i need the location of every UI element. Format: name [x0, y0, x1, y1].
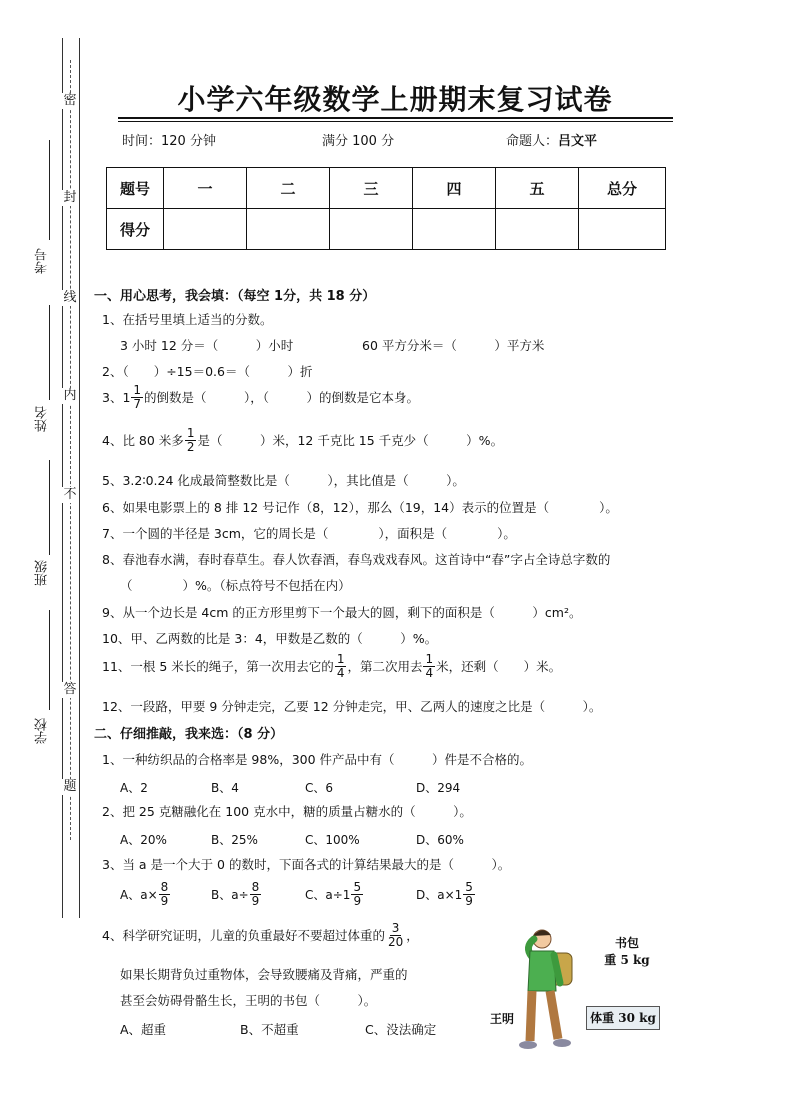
question-text: 是（ ）米，12 千克比 15 千克少（ ）%。 — [197, 432, 504, 448]
question-text: 11、一根 5 米长的绳子，第一次用去它的 — [102, 658, 334, 674]
option[interactable]: A、20% — [120, 833, 167, 847]
fraction-denominator: 20 — [387, 935, 404, 949]
question-text: 4、科学研究证明，儿童的负重最好不要超过体重的 — [102, 927, 385, 943]
exam-time: 时间：120 分钟 — [122, 134, 216, 149]
score-table-score-row — [107, 209, 666, 250]
name-blank[interactable] — [49, 305, 50, 400]
table-cell: 三 — [330, 168, 413, 209]
question-text: ，第二次用去 — [347, 658, 423, 674]
school-label: 学校 — [35, 718, 50, 744]
binding-dashed-line — [70, 60, 71, 840]
author-label: 命题人： — [506, 134, 559, 149]
title-rule — [118, 117, 673, 119]
question-1-9: 9、从一个边长是 4cm 的正方形里剪下一个最大的圆，剩下的面积是（ ）cm²。 — [102, 605, 582, 620]
section-1-title: 一、用心思考，我会填：（每空 1分，共 18 分） — [94, 289, 376, 304]
seal-char: 内 — [63, 388, 77, 403]
option[interactable]: A、超重 — [120, 1022, 167, 1037]
question-2-1: 1、一种纺织品的合格率是 98%，300 件产品中有（ ）件是不合格的。 — [102, 752, 533, 767]
fraction-denominator: 9 — [465, 894, 473, 908]
question-text: 4、比 80 米多 — [102, 432, 184, 448]
fraction-denominator: 7 — [133, 397, 142, 411]
table-cell: 五 — [496, 168, 579, 209]
option-text: B、a÷ — [211, 888, 249, 902]
binding-line-inner — [79, 38, 80, 918]
option[interactable]: A、2 — [120, 781, 148, 795]
option-text: D、a×1 — [416, 888, 463, 902]
table-cell: 二 — [247, 168, 330, 209]
question-1-6: 6、如果电影票上的 8 排 12 号记作（8，12），那么（19，14）表示的位置是（ ）。 — [102, 500, 618, 515]
question-1-1a: 3 小时 12 分＝（ ）小时 — [120, 338, 294, 353]
question-1-4 — [102, 427, 503, 454]
table-cell: 四 — [413, 168, 496, 209]
option[interactable]: B、4 — [211, 781, 239, 795]
question-1-10: 10、甲、乙两数的比是 3：4，甲数是乙数的（ ）%。 — [102, 631, 438, 646]
question-text: 的倒数是（ ），（ ）的倒数是它本身。 — [144, 389, 420, 405]
option[interactable]: C、6 — [305, 781, 334, 795]
boy-name-label: 王明 — [490, 1012, 515, 1026]
question-2-4b: 如果长期背负过重物体，会导致腰痛及背痛，严重的 — [120, 967, 408, 982]
question-2-2: 2、把 25 克糖融化在 100 克水中，糖的质量占糖水的（ ）。 — [102, 804, 472, 819]
seal-char: 密 — [63, 93, 77, 108]
body-weight-label: 体重 30 kg — [586, 1006, 660, 1030]
backpack-weight-label — [598, 935, 656, 969]
fraction-denominator: 9 — [353, 894, 362, 908]
backpack-label-line-1: 书包 — [614, 936, 639, 950]
option[interactable] — [305, 881, 364, 908]
question-1-3 — [102, 384, 419, 411]
boy-with-backpack-illustration — [508, 925, 588, 1053]
fraction-denominator: 4 — [336, 666, 345, 680]
question-2-3: 3、当 a 是一个大于 0 的数时，下面各式的计算结果最大的是（ ）。 — [102, 857, 511, 872]
option[interactable]: D、294 — [416, 781, 461, 795]
fraction-denominator: 9 — [251, 894, 260, 908]
option-text: C、a÷1 — [305, 888, 351, 902]
fraction-numerator: 5 — [465, 880, 473, 894]
fraction-numerator: 1 — [133, 383, 142, 397]
exam-number-label: 考号 — [35, 248, 50, 274]
question-2-4: 4、科学研究证明，儿童的负重最好不要超过体重的 $\frac{3}{20}$ ， — [102, 921, 419, 949]
question-1-12: 12、一段路，甲要 9 分钟走完，乙要 12 分钟走完，甲、乙两人的速度之比是（ ）。 — [102, 699, 602, 714]
option[interactable] — [120, 881, 171, 908]
question-1-7: 7、一个圆的半径是 3cm，它的周长是（ ），面积是（ ）。 — [102, 526, 516, 541]
option[interactable]: D、60% — [416, 833, 464, 847]
question-2-4c: 甚至会妨碍骨骼生长，王明的书包（ ）。 — [120, 993, 377, 1008]
fraction-numerator: 1 — [186, 426, 195, 440]
exam-number-blank[interactable] — [49, 140, 50, 240]
class-blank[interactable] — [49, 460, 50, 555]
fraction — [351, 881, 363, 908]
seal-char: 题 — [63, 779, 77, 794]
author-line — [506, 130, 597, 149]
fraction-numerator: 1 — [425, 652, 434, 666]
table-cell: 得分 — [107, 209, 164, 250]
question-1-8a: 8、春池春水满，春时春草生。春人饮春酒，春鸟戏戏春风。这首诗中“春”字占全诗总字数的 — [102, 552, 611, 567]
seal-char: 线 — [63, 290, 77, 305]
seal-char: 答 — [63, 682, 77, 697]
score-table — [106, 167, 666, 250]
question-1-1b: 60 平方分米＝（ ）平方米 — [362, 338, 545, 353]
option[interactable] — [416, 881, 476, 908]
option[interactable]: C、没法确定 — [365, 1022, 437, 1037]
score-table-header-row — [107, 168, 666, 209]
school-blank[interactable] — [49, 610, 50, 710]
fraction-numerator: 1 — [336, 652, 345, 666]
backpack-label-line-2: 重 5 kg — [604, 953, 650, 967]
option[interactable]: C、100% — [305, 833, 360, 847]
seal-char: 不 — [63, 487, 77, 502]
question-1-8b: （ ）%。（标点符号不包括在内） — [120, 578, 351, 593]
fraction-denominator: 4 — [425, 666, 434, 680]
fraction-denominator: 2 — [186, 440, 195, 454]
question-1-11 — [102, 653, 561, 680]
score-entry-cell[interactable] — [247, 209, 330, 250]
option-text: A、a× — [120, 888, 158, 902]
class-label: 班级 — [35, 560, 50, 586]
question-1-1: 1、在括号里填上适当的分数。 — [102, 312, 273, 327]
table-cell: 总分 — [579, 168, 666, 209]
score-entry-cell[interactable] — [164, 209, 247, 250]
section-2-title: 二、仔细推敲，我来选：（8 分） — [94, 727, 284, 742]
question-1-2: 2、（ ）÷15＝0.6＝（ ）折 — [102, 364, 313, 379]
fraction-numerator: 8 — [160, 880, 169, 894]
question-1-5: 5、3.2∶0.24 化成最简整数比是（ ），其比值是（ ）。 — [102, 473, 465, 488]
fraction — [423, 653, 435, 680]
question-text: 3、1 — [102, 389, 131, 405]
full-score: 满分 100 分 — [322, 134, 395, 149]
score-entry-cell[interactable] — [413, 209, 496, 250]
seal-char: 封 — [63, 190, 77, 205]
score-entry-cell[interactable] — [579, 209, 666, 250]
option[interactable]: B、25% — [211, 833, 258, 847]
option[interactable] — [211, 881, 262, 908]
fraction-numerator: 5 — [353, 880, 362, 894]
name-label: 姓名 — [35, 406, 50, 432]
table-cell: 一 — [164, 168, 247, 209]
title-rule — [118, 121, 673, 122]
fraction — [185, 427, 197, 454]
option[interactable]: B、不超重 — [240, 1022, 299, 1037]
fraction — [386, 922, 405, 949]
author-name: 吕文平 — [558, 134, 598, 149]
fraction-numerator: 3 — [391, 921, 400, 935]
table-cell: 题号 — [107, 168, 164, 209]
score-entry-cell[interactable] — [330, 209, 413, 250]
fraction — [463, 881, 475, 908]
fraction-denominator: 9 — [160, 894, 169, 908]
fraction — [335, 653, 347, 680]
score-entry-cell[interactable] — [496, 209, 579, 250]
question-text: 米，还剩（ ）米。 — [436, 658, 562, 674]
page-title: 小学六年级数学上册期末复习试卷 — [177, 83, 613, 116]
fraction-numerator: 8 — [251, 880, 260, 894]
fraction — [159, 881, 171, 908]
fraction — [131, 384, 143, 411]
fraction — [250, 881, 262, 908]
